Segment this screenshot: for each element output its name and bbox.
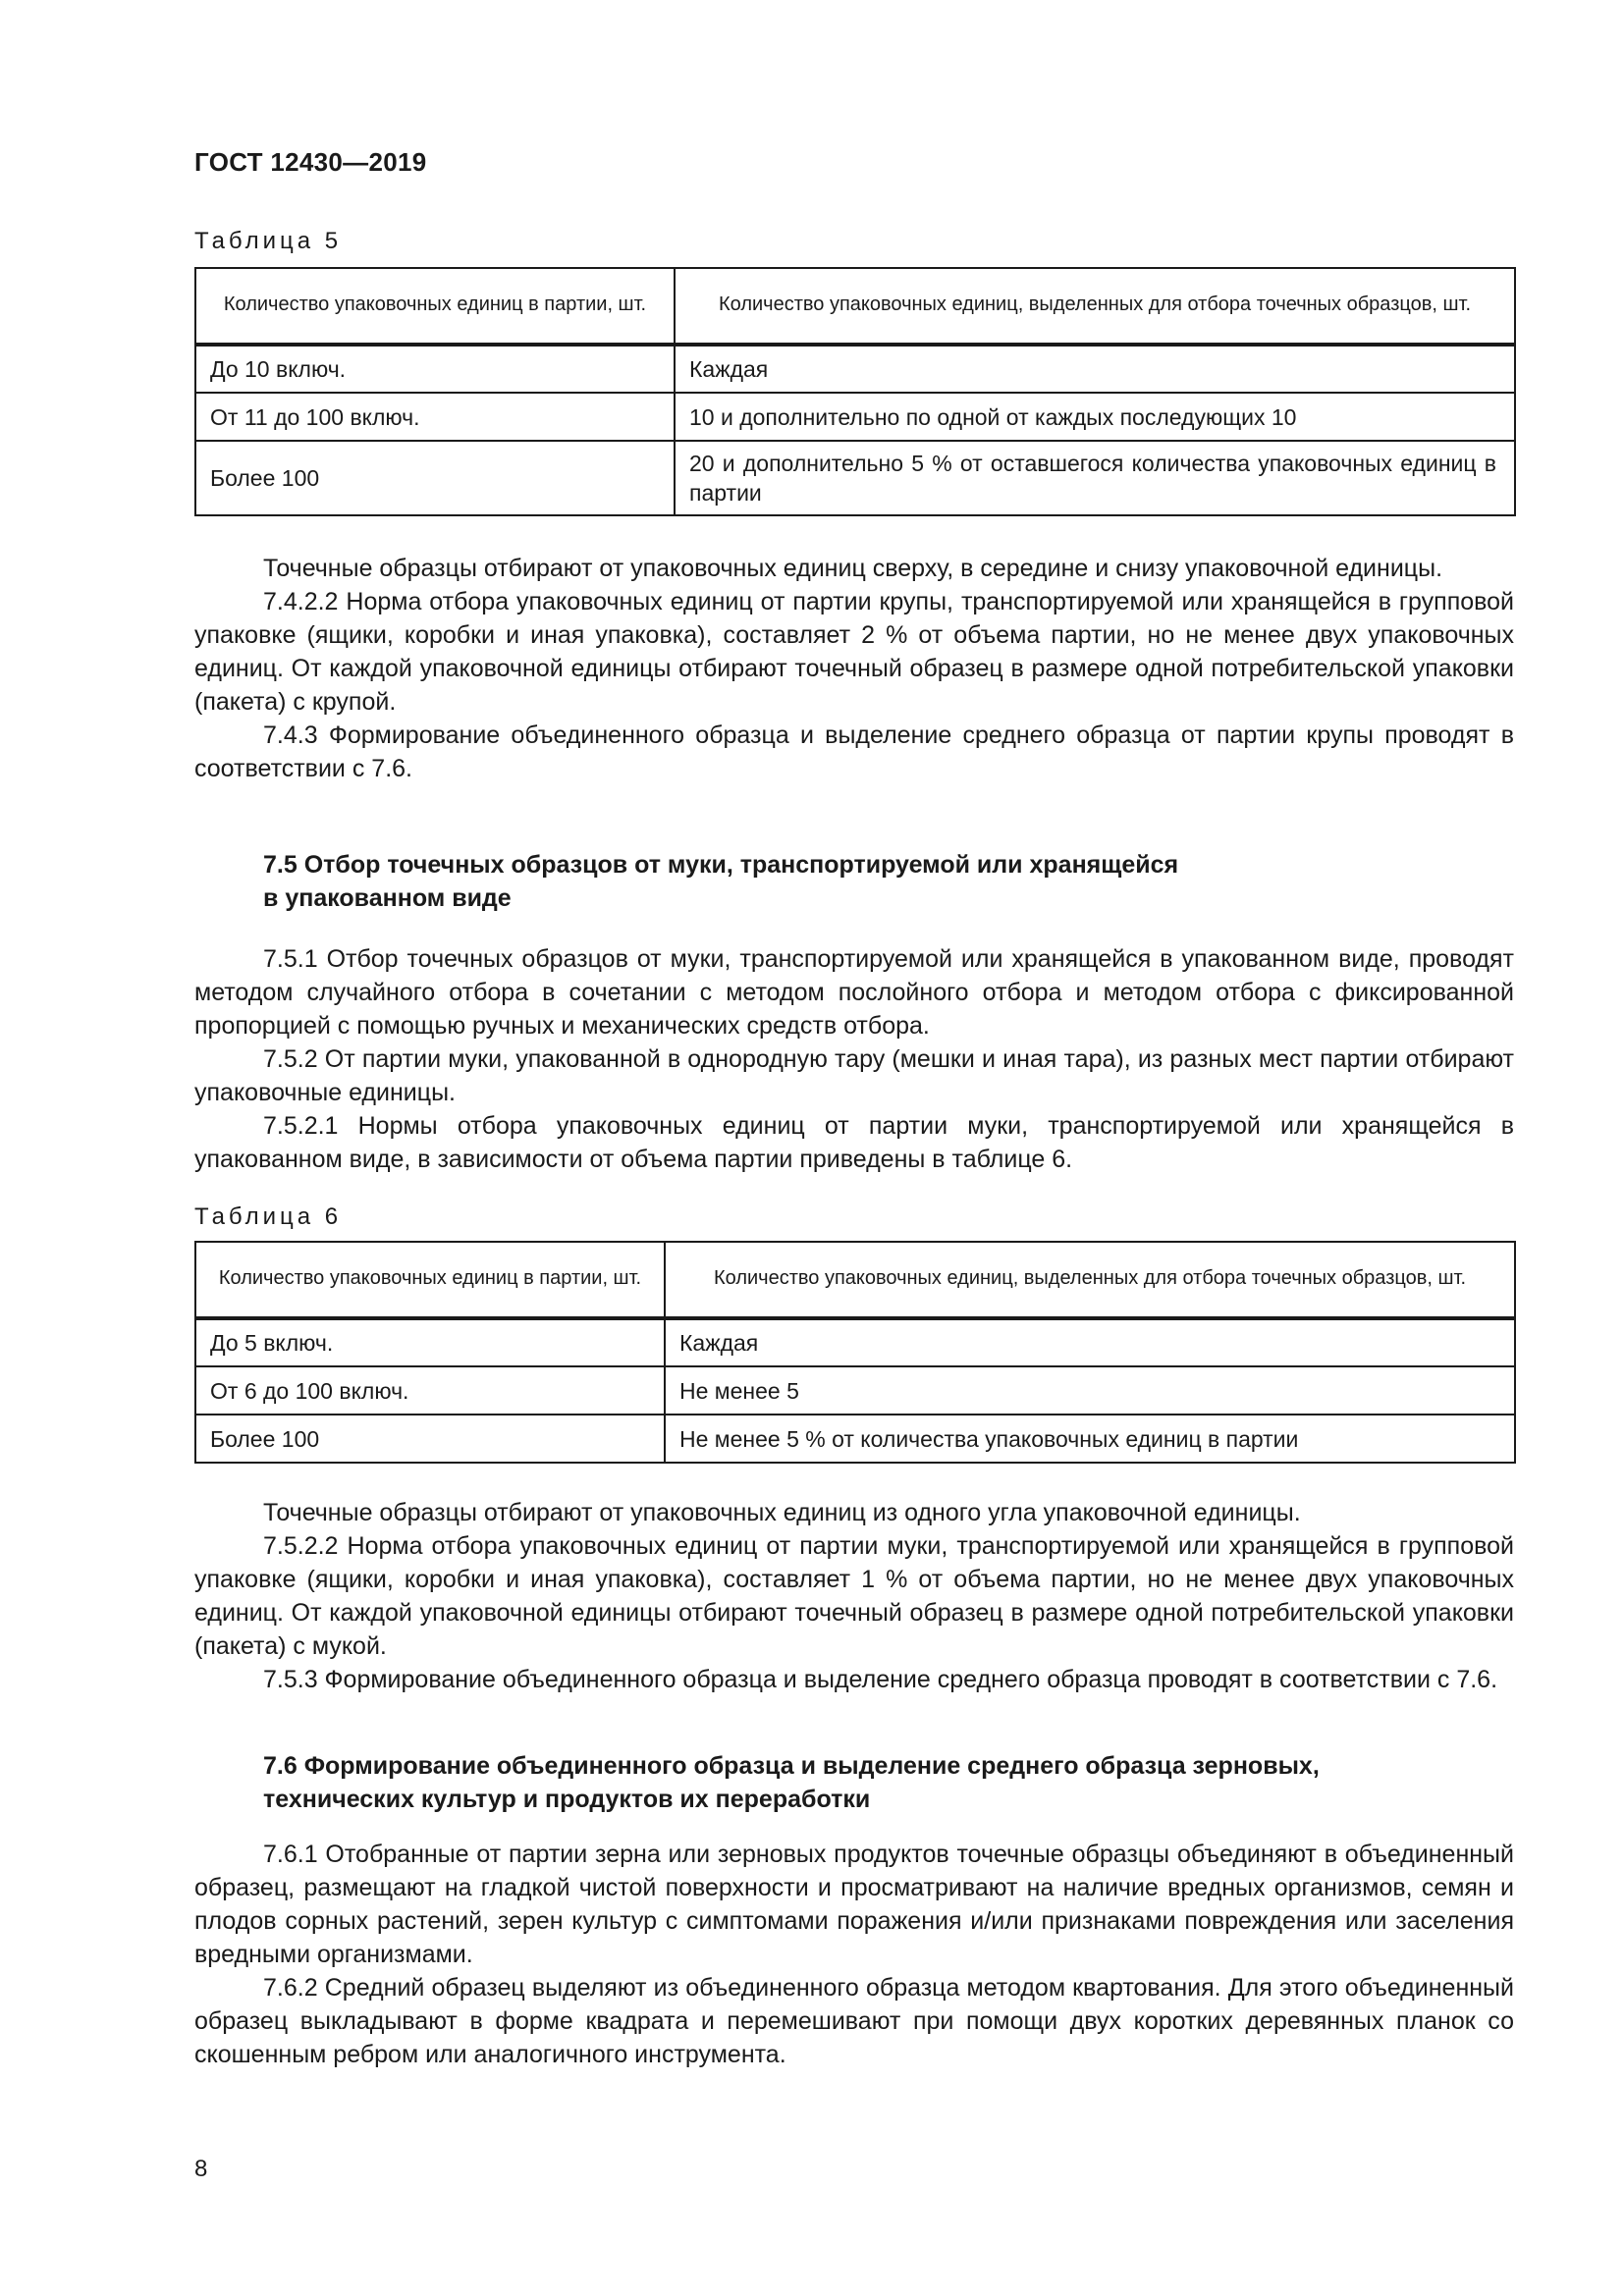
- table5-caption: Таблица 5: [194, 228, 343, 254]
- table5: [194, 267, 1516, 516]
- paragraph: 7.6.2 Средний образец выделяют из объединенного образца методом квартования. Для этого объединенный образец выкладывают в форме квадрата и перемешивают при помощи двух коротких деревянных планок со скошенным ребром или аналогичного инструмента.: [194, 1974, 1514, 2068]
- table6-caption: Таблица 6: [194, 1203, 343, 1230]
- paragraph: 7.5.2.2 Норма отбора упаковочных единиц от партии муки, транспортируемой или хранящейся в групповой упаковке (ящики, коробки и иная упаковка), составляет 1 % от объема партии, но не менее двух упаковочных единиц. От каждой упаковочной единицы отбирают точечный образец в размере одной потребительской упаковки (пакета) с мукой.: [194, 1532, 1514, 1660]
- table-row: [195, 1318, 1515, 1366]
- table-cell: 20 и дополнительно 5 % от оставшегося количества упаковочных единиц в партии: [675, 441, 1515, 515]
- table-cell: До 5 включ.: [195, 1318, 665, 1366]
- table-cell: 10 и дополнительно по одной от каждых последующих 10: [675, 393, 1515, 441]
- table-row: [195, 441, 1515, 515]
- table-cell: Не менее 5 % от количества упаковочных единиц в партии: [665, 1415, 1515, 1463]
- paragraph: 7.5.2 От партии муки, упакованной в однородную тару (мешки и иная тара), из разных мест партии отбирают упаковочные единицы.: [194, 1045, 1514, 1106]
- section-7-5-heading: [263, 848, 1500, 915]
- heading-line: 7.6 Формирование объединенного образца и выделение среднего образца зерновых,: [263, 1752, 1320, 1780]
- text-block-2: [194, 1496, 1514, 1696]
- paragraph: 7.5.1 Отбор точечных образцов от муки, транспортируемой или хранящейся в упакованном виде, проводят методом случайного отбора в сочетании с методом послойного отбора и методом отбора с фиксированной пропорцией с помощью ручных и механических средств отбора.: [194, 945, 1514, 1040]
- heading-line: 7.5 Отбор точечных образцов от муки, транспортируемой или хранящейся: [263, 851, 1179, 879]
- table-cell: Каждая: [675, 345, 1515, 393]
- paragraph: 7.4.2.2 Норма отбора упаковочных единиц от партии крупы, транспортируемой или хранящейся в групповой упаковке (ящики, коробки и иная упаковка), составляет 2 % от объема партии, но не менее двух упаковочных единиц. От каждой упаковочной единицы отбирают точечный образец в размере одной потребительской упаковки (пакета) с крупой.: [194, 588, 1514, 716]
- paragraph: 7.5.3 Формирование объединенного образца и выделение среднего образца проводят в соответствии с 7.6.: [263, 1666, 1498, 1693]
- paragraph: Точечные образцы отбирают от упаковочных единиц сверху, в середине и снизу упаковочной единицы.: [263, 555, 1443, 582]
- paragraph: 7.6.1 Отобранные от партии зерна или зерновых продуктов точечные образцы объединяют в объединенный образец, размещают на гладкой чистой поверхности и просматривают на наличие вредных организмов, семян и плодов сорных растений, зерен культур с симптомами поражения и/или признаками повреждения или заселения вредными организмами.: [194, 1841, 1514, 1968]
- table-cell: От 6 до 100 включ.: [195, 1366, 665, 1415]
- section-7-6-heading: [263, 1749, 1500, 1816]
- table-cell: До 10 включ.: [195, 345, 675, 393]
- table-cell: Не менее 5: [665, 1366, 1515, 1415]
- heading-line: технических культур и продуктов их переработки: [263, 1786, 871, 1813]
- table5-col2-header: Количество упаковочных единиц, выделенных для отбора точечных образцов, шт.: [675, 268, 1515, 345]
- table-row: [195, 1415, 1515, 1463]
- table-cell: От 11 до 100 включ.: [195, 393, 675, 441]
- text-block-7-6: [194, 1838, 1514, 2071]
- table5-col1-header: Количество упаковочных единиц в партии, шт.: [195, 268, 675, 345]
- table-row: [195, 345, 1515, 393]
- heading-line: в упакованном виде: [263, 884, 512, 912]
- table-row: [195, 393, 1515, 441]
- paragraph: 7.4.3 Формирование объединенного образца и выделение среднего образца от партии крупы проводят в соответствии с 7.6.: [194, 721, 1514, 782]
- table6-col1-header: Количество упаковочных единиц в партии, шт.: [195, 1242, 665, 1318]
- paragraph: Точечные образцы отбирают от упаковочных единиц из одного угла упаковочной единицы.: [263, 1499, 1301, 1526]
- table-cell: Более 100: [195, 1415, 665, 1463]
- text-block-1: [194, 552, 1514, 785]
- table-cell: Более 100: [195, 441, 675, 515]
- page-number: 8: [194, 2156, 208, 2182]
- table-row: [195, 1366, 1515, 1415]
- table6: [194, 1241, 1516, 1464]
- table-cell: Каждая: [665, 1318, 1515, 1366]
- table6-col2-header: Количество упаковочных единиц, выделенных для отбора точечных образцов, шт.: [665, 1242, 1515, 1318]
- standard-code: ГОСТ 12430—2019: [194, 147, 427, 177]
- text-block-7-5: [194, 942, 1514, 1176]
- paragraph: 7.5.2.1 Нормы отбора упаковочных единиц от партии муки, транспортируемой или хранящейся в упакованном виде, в зависимости от объема партии приведены в таблице 6.: [194, 1112, 1514, 1173]
